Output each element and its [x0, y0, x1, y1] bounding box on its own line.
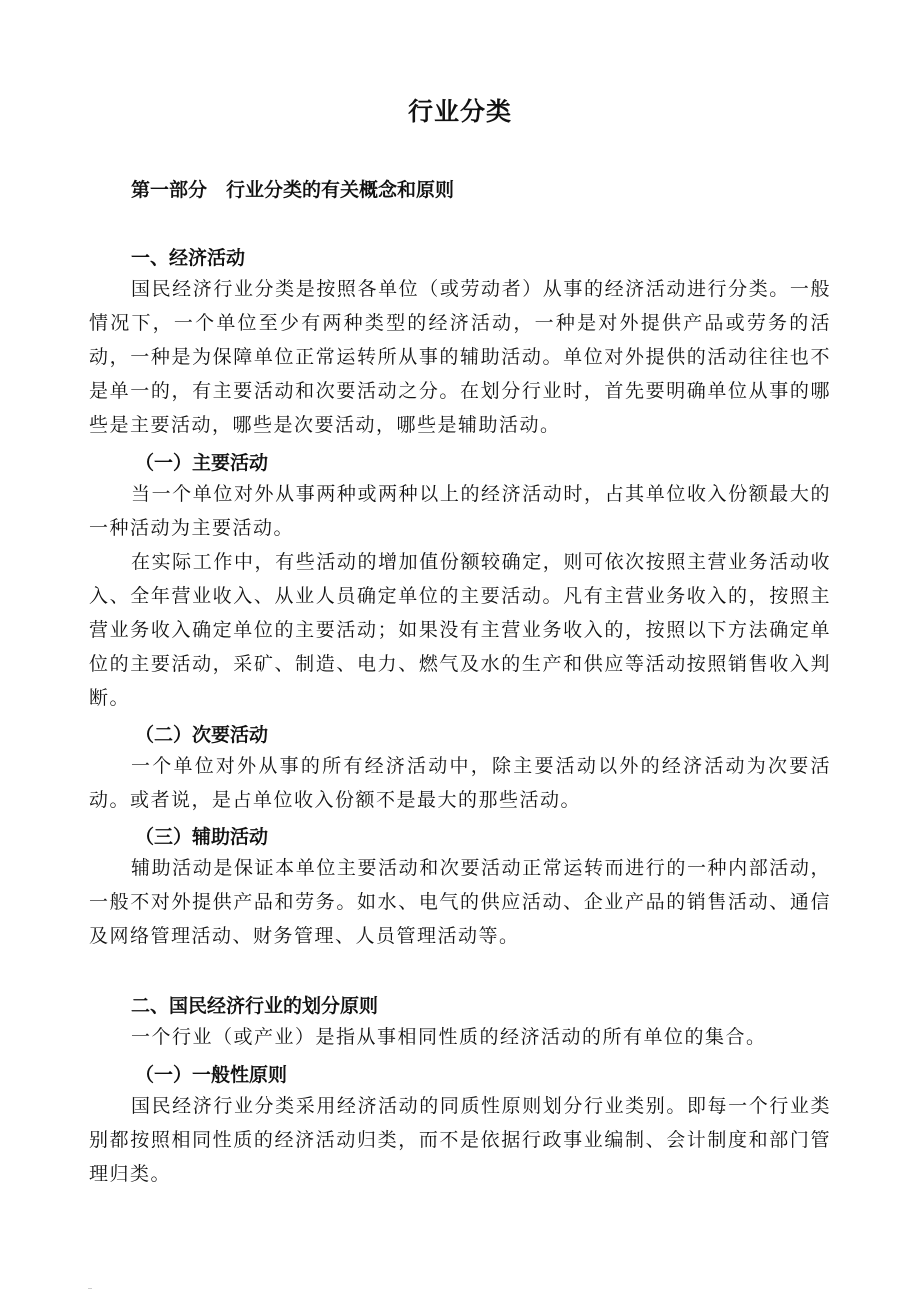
paragraph-general-principle: 国民经济行业分类采用经济活动的同质性原则划分行业类别。即每一个行业类别都按照相同性质的经济活动归类，而不是依据行政事业编制、会计制度和部门管理归类。: [89, 1095, 831, 1185]
section-heading-economic-activity: 一、经济活动: [131, 247, 246, 269]
subsection-heading-main-activity: （一）主要活动: [135, 452, 269, 474]
part-title: 第一部分 行业分类的有关概念和原则: [131, 179, 455, 201]
subsection-heading-general-principle: （一）一般性原则: [135, 1064, 288, 1086]
paragraph-auxiliary-activity: 辅助活动是保证本单位主要活动和次要活动正常运转而进行的一种内部活动，一般不对外提供产品和劳务。如水、电气的供应活动、企业产品的销售活动、通信及网络管理活动、财务管理、人员管理活动等。: [89, 857, 831, 947]
subsection-heading-secondary-activity: （二）次要活动: [135, 724, 269, 746]
section-heading-classification-principles: 二、国民经济行业的划分原则: [131, 995, 379, 1017]
document-title: 行业分类: [407, 97, 512, 126]
paragraph-main-activity-practice: 在实际工作中，有些活动的增加值份额较确定，则可依次按照主营业务活动收入、全年营业收入、从业人员确定单位的主要活动。凡有主营业务收入的，按照主营业务收入确定单位的主要活动；如果没有主营业务收入的，按照以下方法确定单位的主要活动，采矿、制造、电力、燃气及水的生产和供应等活动按照销售收入判断。: [89, 551, 831, 709]
page-edge-mark: [88, 1288, 92, 1289]
paragraph-secondary-activity: 一个单位对外从事的所有经济活动中，除主要活动以外的经济活动为次要活动。或者说，是占单位收入份额不是最大的那些活动。: [89, 755, 831, 811]
section-intro-classification-principles: 一个行业（或产业）是指从事相同性质的经济活动的所有单位的集合。: [131, 1026, 767, 1048]
subsection-heading-auxiliary-activity: （三）辅助活动: [135, 826, 269, 848]
paragraph-main-activity-definition: 当一个单位对外从事两种或两种以上的经济活动时，占其单位收入份额最大的一种活动为主要活动。: [89, 483, 831, 539]
section-intro-economic-activity: 国民经济行业分类是按照各单位（或劳动者）从事的经济活动进行分类。一般情况下，一个单位至少有两种类型的经济活动，一种是对外提供产品或劳务的活动，一种是为保障单位正常运转所从事的辅助活动。单位对外提供的活动往往也不是单一的，有主要活动和次要活动之分。在划分行业时，首先要明确单位从事的哪些是主要活动，哪些是次要活动，哪些是辅助活动。: [89, 278, 831, 436]
